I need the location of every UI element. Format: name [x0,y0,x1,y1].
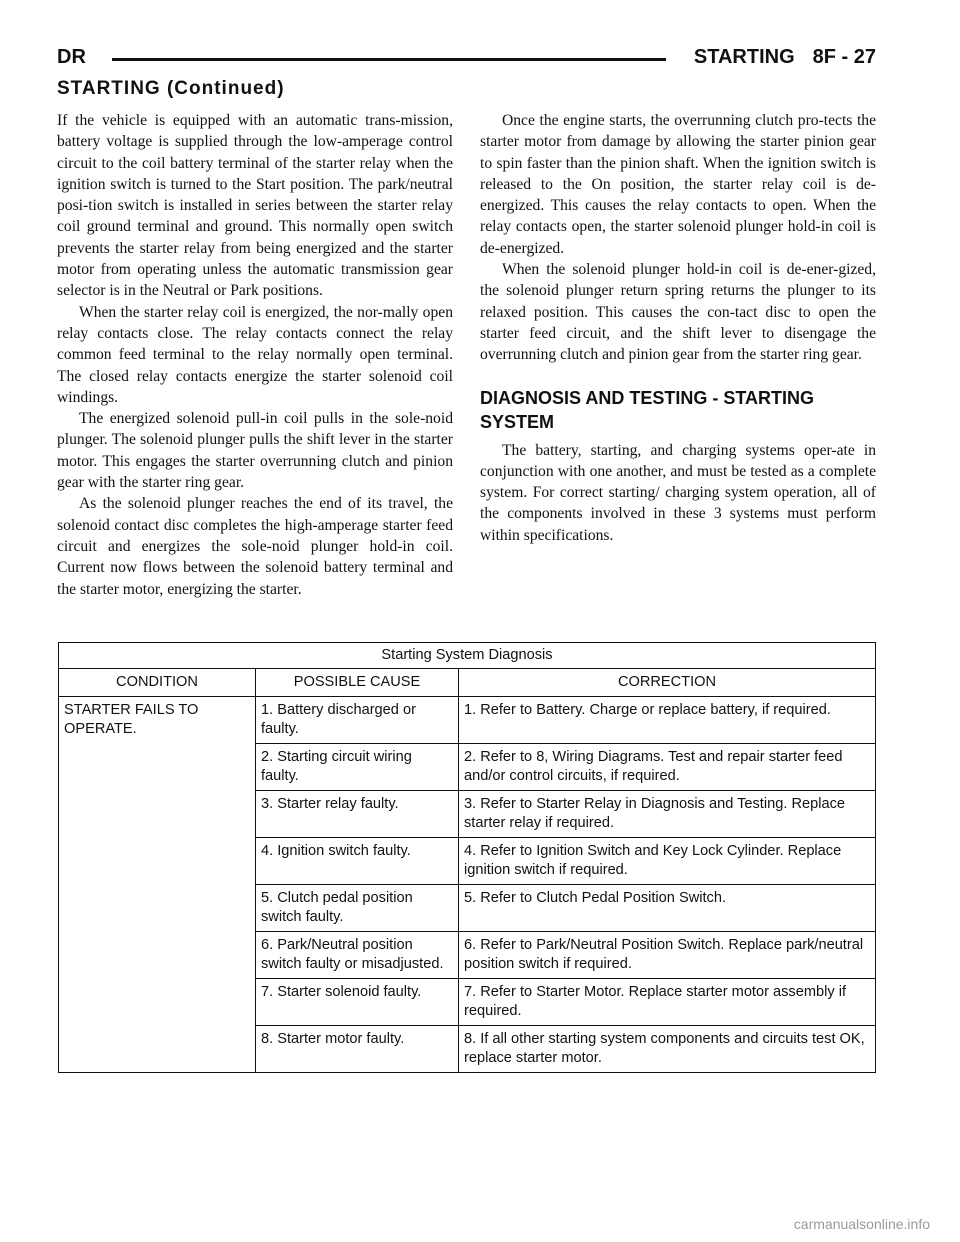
left-column [57,110,453,600]
table-row [59,697,876,744]
header-page-number: 8F - 27 [812,46,876,68]
watermark-link[interactable]: carmanualsonline.info [793,1216,930,1232]
correction-cell: 1. Refer to Battery. Charge or replace battery, if required. [459,697,876,744]
page-header [57,44,876,74]
header-right [694,46,876,69]
paragraph: The battery, starting, and charging systems oper-ate in conjunction with one another, and must be tested as a complete system. For correct starting/ charging system operation, all of the components involved in these 3 systems must perform within specifications. [480,441,876,544]
paragraph: If the vehicle is equipped with an automatic trans-mission, battery voltage is supplied through the low-amperage control circuit to the coil battery terminal of the starter relay when the ignition switch is turned to the Start position. The park/neutral posi-tion switch is installed in series between the starter relay coil ground terminal and ground. This normally open switch prevents the starter relay from being energized and the starter motor from operating unless the automatic transmission gear selector is in the Neutral or Park positions. [57,112,453,300]
correction-cell: 5. Refer to Clutch Pedal Position Switch. [459,885,876,932]
paragraph: As the solenoid plunger reaches the end of its travel, the solenoid contact disc completes the high-amperage starter feed circuit and energizes the sole-noid plunger hold-in coil. Current now flows between the solenoid battery terminal and the starter motor, energizing the starter. [57,495,453,598]
header-model-code: DR [57,46,86,68]
correction-cell: 3. Refer to Starter Relay in Diagnosis and Testing. Replace starter relay if required. [459,791,876,838]
diagnosis-table [58,642,876,1073]
correction-cell: 8. If all other starting system components and circuits test OK, replace starter motor. [459,1026,876,1073]
column-header-correction: CORRECTION [459,668,876,697]
right-column [480,110,876,546]
header-section-name: STARTING [693,46,795,68]
correction-cell: 7. Refer to Starter Motor. Replace starter motor assembly if required. [459,979,876,1026]
cause-cell: 6. Park/Neutral position switch faulty or misadjusted. [256,932,459,979]
cause-cell: 8. Starter motor faulty. [256,1026,459,1073]
paragraph: When the solenoid plunger hold-in coil is de-ener-gized, the solenoid plunger return spring returns the plunger to its relaxed position. This causes the con-tact disc to open the starter feed circuit, and the shift lever to disengage the overrunning clutch and pinion gear from the starter ring gear. [480,261,876,364]
cause-cell: 2. Starting circuit wiring faulty. [256,744,459,791]
cause-cell: 1. Battery discharged or faulty. [256,697,459,744]
column-header-cause: POSSIBLE CAUSE [256,668,459,697]
table-caption: Starting System Diagnosis [59,643,876,669]
paragraph: When the starter relay coil is energized, the nor-mally open relay contacts close. The relay contacts connect the relay common feed terminal to the relay normally open terminal. The closed relay contacts energize the starter solenoid coil windings. [57,303,453,406]
header-rule [112,58,666,61]
condition-cell: STARTER FAILS TO OPERATE. [59,697,256,1073]
cause-cell: 4. Ignition switch faulty. [256,838,459,885]
cause-cell: 7. Starter solenoid faulty. [256,979,459,1026]
cause-cell: 5. Clutch pedal position switch faulty. [256,885,459,932]
cause-cell: 3. Starter relay faulty. [256,791,459,838]
continued-title: STARTING (Continued) [57,78,285,99]
paragraph: Once the engine starts, the overrunning clutch pro-tects the starter motor from damage by allowing the starter pinion gear to spin faster than the pinion shaft. When the ignition switch is released to the On position, the starter relay coil is de-energized. This causes the relay contacts to open. When the relay contacts open, the starter solenoid plunger hold-in coil is de-energized. [480,112,876,257]
section-heading: DIAGNOSIS AND TESTING - STARTING SYSTEM [480,387,815,432]
paragraph: The energized solenoid pull-in coil pulls in the sole-noid plunger. The solenoid plunger pulls the shift lever in the starter motor. This engages the starter overrunning clutch and pinion gear with the starter ring gear. [57,410,453,492]
correction-cell: 2. Refer to 8, Wiring Diagrams. Test and repair starter feed and/or control circuits, if required. [459,744,876,791]
correction-cell: 6. Refer to Park/Neutral Position Switch. Replace park/neutral position switch if required. [459,932,876,979]
column-header-condition: CONDITION [59,668,256,697]
correction-cell: 4. Refer to Ignition Switch and Key Lock Cylinder. Replace ignition switch if required. [459,838,876,885]
